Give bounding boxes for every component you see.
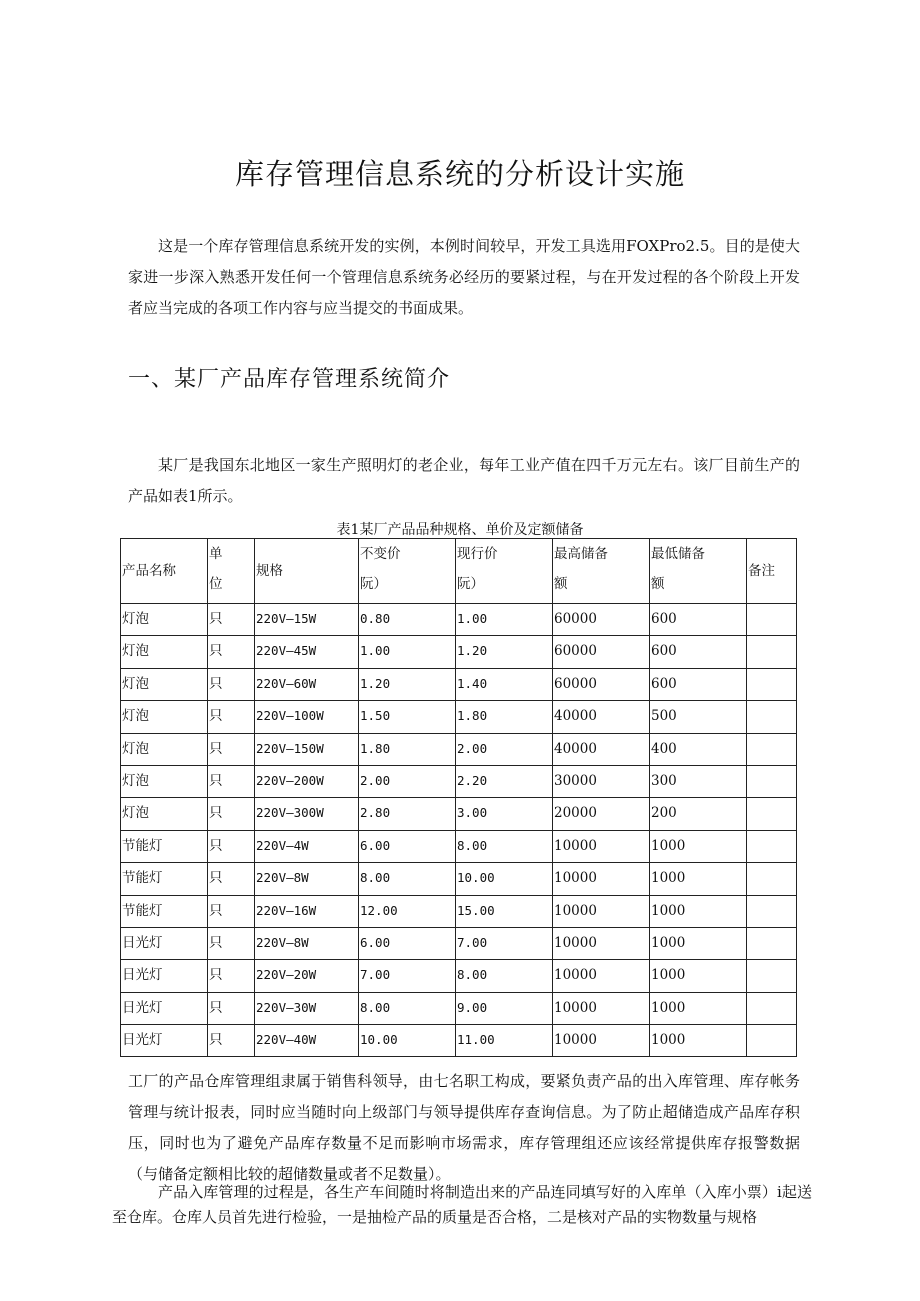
cell-note [747,992,797,1024]
cell-product-name: 灯泡 [121,668,208,700]
cell-note [747,1025,797,1057]
cell-current-price: 8.00 [456,960,553,992]
cell-unit: 只 [208,765,255,797]
cell-max-reserve: 10000 [553,830,650,862]
table-row [121,992,797,1024]
cell-spec: 220V—4W [255,830,359,862]
cell-unit: 只 [208,960,255,992]
cell-max-reserve: 10000 [553,1025,650,1057]
table-row [121,765,797,797]
cell-min-reserve: 1000 [650,992,747,1024]
cell-unit: 只 [208,604,255,636]
cell-fixed-price: 10.00 [359,1025,456,1057]
cell-max-reserve: 10000 [553,992,650,1024]
cell-fixed-price: 1.80 [359,733,456,765]
cell-product-name: 节能灯 [121,863,208,895]
cell-min-reserve: 1000 [650,863,747,895]
cell-product-name: 灯泡 [121,765,208,797]
cell-max-reserve: 10000 [553,927,650,959]
cell-spec: 220V—300W [255,798,359,830]
cell-max-reserve: 10000 [553,895,650,927]
cell-note [747,895,797,927]
section-paragraph: 某厂是我国东北地区一家生产照明灯的老企业，每年工业产值在四千万元左右。该厂目前生产的产品如表1所示。 [128,456,800,505]
cell-spec: 220V—40W [255,1025,359,1057]
table-body [121,604,797,1057]
cell-max-reserve: 10000 [553,863,650,895]
cell-fixed-price: 0.80 [359,604,456,636]
intro-paragraph: 这是一个库存管理信息系统开发的实例，本例时间较早，开发工具选用FOXPro2.5。目的是使大家进一步深入熟悉开发任何一个管理信息系统务必经历的要紧过程，与在开发过程的各个阶段上开发者应当完成的各项工作内容与应当提交的书面成果。 [128,237,800,317]
header-note: 备注 [747,539,797,604]
header-current-price: 现行价 阮） [456,539,553,604]
cell-current-price: 1.40 [456,668,553,700]
header-unit: 单 位 [208,539,255,604]
cell-spec: 220V—8W [255,863,359,895]
cell-unit: 只 [208,701,255,733]
cell-product-name: 节能灯 [121,830,208,862]
cell-min-reserve: 200 [650,798,747,830]
cell-fixed-price: 1.00 [359,636,456,668]
cell-min-reserve: 500 [650,701,747,733]
cell-min-reserve: 400 [650,733,747,765]
cell-spec: 220V—16W [255,895,359,927]
cell-product-name: 灯泡 [121,733,208,765]
cell-product-name: 灯泡 [121,636,208,668]
cell-fixed-price: 1.50 [359,701,456,733]
cell-current-price: 2.00 [456,733,553,765]
cell-fixed-price: 6.00 [359,830,456,862]
cell-unit: 只 [208,798,255,830]
cell-fixed-price: 8.00 [359,992,456,1024]
cell-note [747,830,797,862]
cell-current-price: 8.00 [456,830,553,862]
cell-current-price: 3.00 [456,798,553,830]
header-spec: 规格 [255,539,359,604]
cell-max-reserve: 10000 [553,960,650,992]
cell-product-name: 节能灯 [121,895,208,927]
cell-max-reserve: 40000 [553,733,650,765]
cell-max-reserve: 20000 [553,798,650,830]
cell-note [747,701,797,733]
cell-note [747,604,797,636]
section-heading: 一、某厂产品库存管理系统简介 [128,367,451,392]
cell-current-price: 10.00 [456,863,553,895]
product-table [120,538,797,1057]
cell-unit: 只 [208,668,255,700]
cell-fixed-price: 12.00 [359,895,456,927]
table-caption: 表1某厂产品品种规格、单价及定额储备 [336,522,584,538]
cell-note [747,765,797,797]
cell-spec: 220V—20W [255,960,359,992]
cell-product-name: 日光灯 [121,927,208,959]
cell-note [747,927,797,959]
cell-product-name: 灯泡 [121,798,208,830]
table-row [121,1025,797,1057]
cell-unit: 只 [208,895,255,927]
cell-min-reserve: 1000 [650,895,747,927]
cell-current-price: 2.20 [456,765,553,797]
cell-current-price: 15.00 [456,895,553,927]
cell-product-name: 灯泡 [121,701,208,733]
cell-fixed-price: 2.80 [359,798,456,830]
cell-min-reserve: 1000 [650,960,747,992]
cell-note [747,960,797,992]
cell-note [747,733,797,765]
table-row [121,798,797,830]
cell-max-reserve: 60000 [553,668,650,700]
cell-min-reserve: 1000 [650,1025,747,1057]
table-row [121,927,797,959]
cell-fixed-price: 7.00 [359,960,456,992]
table-row [121,830,797,862]
cell-current-price: 1.20 [456,636,553,668]
cell-spec: 220V—45W [255,636,359,668]
cell-product-name: 日光灯 [121,1025,208,1057]
table-row [121,895,797,927]
cell-unit: 只 [208,733,255,765]
paragraph-inbound-process: 产品入库管理的过程是，各生产车间随时将制造出来的产品连同填写好的入库单（入库小票）i起送至仓库。仓库人员首先进行检验，一是抽检产品的质量是否合格，二是核对产品的实物数量与规格 [112,1183,812,1226]
cell-note [747,668,797,700]
paragraph-warehouse-group: 工厂的产品仓库管理组隶属于销售科领导，由七名职工构成，要紧负责产品的出入库管理、库存帐务管理与统计报表，同时应当随时向上级部门与领导提供库存查询信息。为了防止超储造成产品库存积压，同时也为了避免产品库存数量不足而影响市场需求，库存管理组还应该经常提供库存报警数据（与储备定额相比较的超储数量或者不足数量）。 [128,1072,800,1183]
cell-note [747,798,797,830]
cell-spec: 220V—30W [255,992,359,1024]
cell-spec: 220V—15W [255,604,359,636]
cell-min-reserve: 600 [650,604,747,636]
cell-fixed-price: 8.00 [359,863,456,895]
cell-unit: 只 [208,636,255,668]
cell-fixed-price: 1.20 [359,668,456,700]
cell-current-price: 11.00 [456,1025,553,1057]
cell-current-price: 1.80 [456,701,553,733]
cell-fixed-price: 2.00 [359,765,456,797]
table-row [121,604,797,636]
header-product-name: 产品名称 [121,539,208,604]
cell-product-name: 日光灯 [121,992,208,1024]
cell-spec: 220V—8W [255,927,359,959]
cell-unit: 只 [208,863,255,895]
cell-product-name: 灯泡 [121,604,208,636]
cell-unit: 只 [208,830,255,862]
cell-unit: 只 [208,992,255,1024]
table-row [121,733,797,765]
cell-max-reserve: 60000 [553,604,650,636]
table-row [121,960,797,992]
cell-current-price: 1.00 [456,604,553,636]
cell-spec: 220V—150W [255,733,359,765]
cell-max-reserve: 60000 [553,636,650,668]
cell-spec: 220V—60W [255,668,359,700]
cell-unit: 只 [208,1025,255,1057]
cell-note [747,636,797,668]
cell-fixed-price: 6.00 [359,927,456,959]
cell-min-reserve: 1000 [650,830,747,862]
document-title: 库存管理信息系统的分析设计实施 [234,157,685,191]
cell-unit: 只 [208,927,255,959]
cell-max-reserve: 40000 [553,701,650,733]
table-row [121,701,797,733]
cell-min-reserve: 300 [650,765,747,797]
table-row [121,636,797,668]
cell-spec: 220V—200W [255,765,359,797]
cell-min-reserve: 600 [650,668,747,700]
header-min-reserve: 最低储备 额 [650,539,747,604]
cell-current-price: 7.00 [456,927,553,959]
cell-max-reserve: 30000 [553,765,650,797]
header-fixed-price: 不变价 阮） [359,539,456,604]
table-header-row [121,539,797,604]
cell-min-reserve: 600 [650,636,747,668]
table-row [121,863,797,895]
table-row [121,668,797,700]
header-max-reserve: 最高储备 额 [553,539,650,604]
cell-product-name: 日光灯 [121,960,208,992]
cell-note [747,863,797,895]
cell-min-reserve: 1000 [650,927,747,959]
cell-spec: 220V—100W [255,701,359,733]
cell-current-price: 9.00 [456,992,553,1024]
